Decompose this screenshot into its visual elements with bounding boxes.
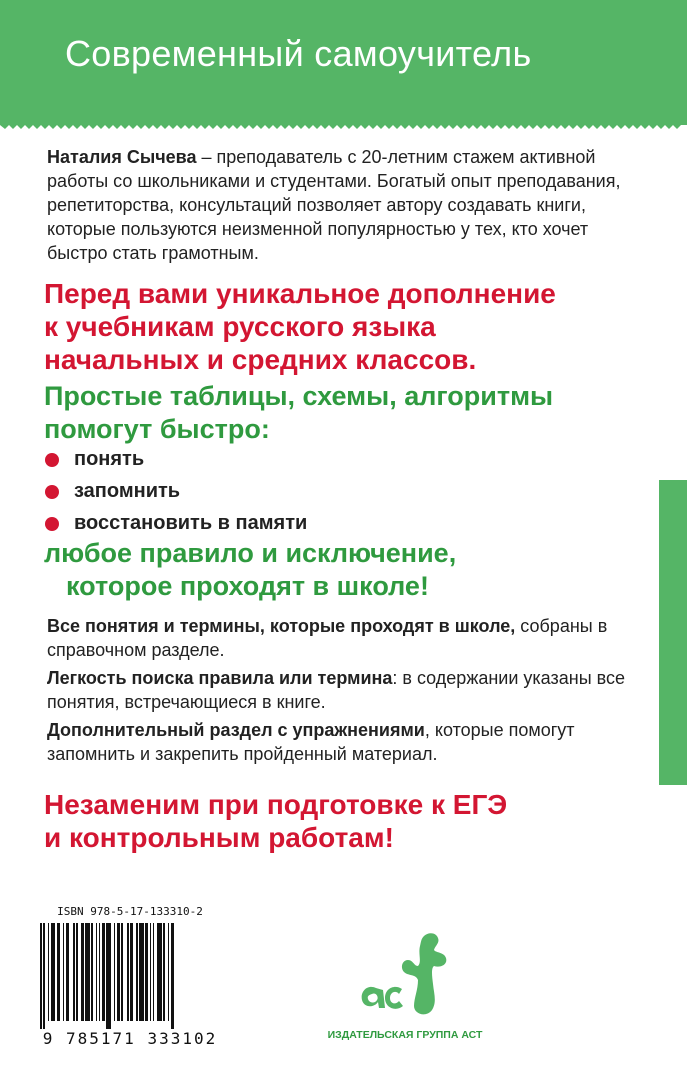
barcode-bar [40, 923, 42, 1029]
feature-text: собраны в справочном разделе. [47, 616, 608, 660]
barcode-bar [150, 923, 152, 1021]
barcode-bar [73, 923, 75, 1021]
tools-line: помогут быстро: [44, 414, 270, 444]
feature-text: , которые помогут запомнить и закрепить пройденный материал. [47, 720, 575, 764]
rule-line: которое проходят в школе! [66, 571, 429, 601]
barcode-bar [96, 923, 98, 1021]
series-title: Современный самоучитель [65, 33, 532, 74]
list-item [44, 446, 307, 478]
publisher-name: ИЗДАТЕЛЬСКАЯ ГРУППА АСТ [327, 1029, 483, 1041]
barcode-bar [51, 923, 56, 1021]
barcode-bar [171, 923, 174, 1029]
barcode-bar [66, 923, 69, 1021]
zigzag-border [0, 100, 687, 130]
barcode-bar [145, 923, 148, 1021]
benefit-list [44, 446, 307, 542]
barcode-bar [81, 923, 84, 1021]
isbn-number: ISBN 978-5-17-133310-2 [57, 905, 203, 918]
barcode-bar [139, 923, 144, 1021]
barcode-bar [106, 923, 111, 1029]
list-item-label: восстановить в памяти [74, 512, 308, 534]
feature-text: : в содержании указаны все понятия, встречающиеся в книге. [47, 668, 626, 712]
barcode-bar [76, 923, 78, 1021]
barcode-bar [63, 923, 65, 1021]
barcode-bar [102, 923, 105, 1021]
barcode-bar [130, 923, 133, 1021]
feature-bold: Все понятия и термины, которые проходят в школе, [47, 616, 516, 636]
bullet-dot-icon [45, 517, 59, 531]
list-item-label: запомнить [74, 480, 181, 502]
barcode-bar [157, 923, 162, 1021]
headline-line: Перед вами уникальное дополнение [44, 278, 556, 309]
ast-logo-icon [352, 928, 452, 1018]
exam-line: и контрольным работам! [44, 822, 394, 853]
barcode-bar [117, 923, 120, 1021]
author-bio [47, 145, 647, 265]
headline-line: начальных и средних классов. [44, 344, 477, 375]
barcode-bar [121, 923, 123, 1021]
rule-heading [44, 537, 654, 603]
feature-item [47, 614, 647, 662]
bullet-dot-icon [45, 485, 59, 499]
author-bio-text: – преподаватель с 20-летним стажем активной работы со школьниками и студентами. Богатый опыт преподавания, репетиторства, консультаций позволяет автору создавать книги, которые пользуются неизменной популярностью у тех, кто хочет быстро стать грамотным. [47, 147, 621, 263]
barcode-bar [127, 923, 129, 1021]
barcode-digits: 9 785171 333102 [42, 1029, 218, 1048]
barcode-bars [40, 923, 222, 1029]
author-name: Наталия Сычева [47, 147, 197, 167]
exam-line: Незаменим при подготовке к ЕГЭ [44, 789, 508, 820]
barcode-bar [99, 923, 101, 1021]
barcode-bar [48, 923, 50, 1021]
headline [44, 277, 654, 376]
barcode-bar [91, 923, 93, 1021]
barcode-bar [57, 923, 60, 1021]
headline-line: к учебникам русского языка [44, 311, 436, 342]
list-item-label: понять [74, 448, 145, 470]
barcode-bar [114, 923, 116, 1021]
rule-line: любое правило и исключение, [44, 538, 457, 568]
barcode-bar [85, 923, 90, 1021]
bullet-dot-icon [45, 453, 59, 467]
tools-line: Простые таблицы, схемы, алгоритмы [44, 381, 554, 411]
barcode-bar [168, 923, 170, 1021]
tools-heading [44, 380, 654, 446]
exam-heading [44, 788, 654, 854]
feature-bold: Дополнительный раздел с упражнениями [47, 720, 425, 740]
barcode-bar [163, 923, 165, 1021]
side-accent-bar [659, 480, 687, 785]
barcode-bar [136, 923, 138, 1021]
barcode [30, 905, 230, 1055]
feature-item [47, 718, 647, 766]
list-item [44, 478, 307, 510]
feature-bold: Легкость поиска правила или термина [47, 668, 393, 688]
barcode-bar [43, 923, 45, 1029]
barcode-bar [153, 923, 155, 1021]
feature-item [47, 666, 647, 714]
